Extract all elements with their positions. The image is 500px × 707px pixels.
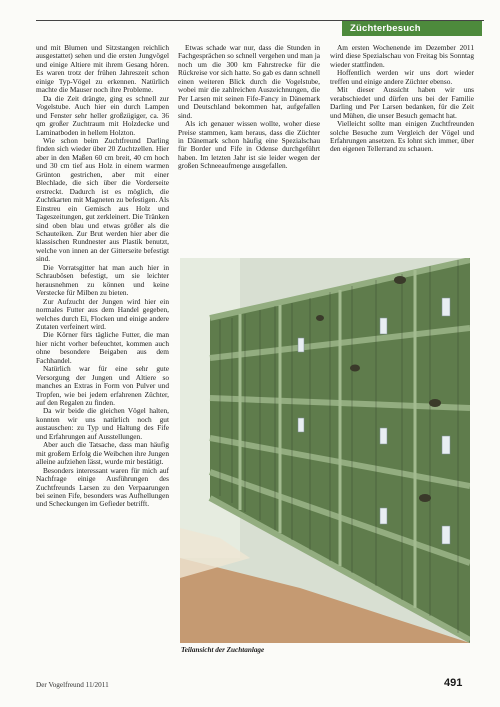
paragraph: und mit Blumen und Sitzstangen reichlich ausgestattet) sehen und die ersten Jungvögel und einige Altiere mit ihrem Gesang hören. Es waren trotz der frühen Jahreszeit schon einige Typ-Vögel zu erkennen. Natürlich machte die Mauser noch ihre Probleme. [36,44,169,95]
text-column-1 [36,44,169,652]
page-number: 491 [444,677,463,689]
paragraph: Etwas schade war nur, dass die Stunden in Fachgesprächen so schnell vergehen und man ja noch um die 300 km Fahrstrecke für die Rückreise vor sich hatte. So gab es dann schnell einen weiteren Blick durch die Vogelstube, wobei mir die zahlreichen Auszeichnungen, die Per Larsen mit seinen Fife-Fancy in Dänemark und Deutschland bekommen hat, aufgefallen sind. [178,44,320,120]
paragraph: Besonders interessant waren für mich auf Nachfrage einige Ausführungen des Zuchtfreunds Larsen zu den Verpaarungen bei seinen Fife, besonders was Aufhellungen und Scheckungen im Gefieder betrifft. [36,465,169,509]
paragraph: Die Vorratsgitter hat man auch hier in Schraubösen befestigt, um sie leichter herausnehmen zu können und keine Verstecke für Milben zu bieten. [36,262,169,298]
paragraph: Mit dieser Aussicht haben wir uns verabschiedet und dürfen uns bei der Familie Darling und Per Larsen bedanken, für die Zeit und Mühen, die unser Besuch gemacht hat. [330,85,474,120]
photo-illustration [180,258,470,643]
magazine-footer: Der Vogelfreund 11/2011 [36,681,109,689]
paragraph: Da wir beide die gleichen Vögel halten, konnten wir uns natürlich noch gut austauschen: zu Typ und Haltung des Fife und Erfahrungen auf Ausstellungen. [36,406,169,441]
photo-caption: Teilansicht der Zuchtanlage [181,646,265,654]
paragraph: Als ich genauer wissen wollte, woher diese Preise stammen, kam heraus, dass die Züchter in Dänemark schon häufig eine Spezialschau für Border und Fife in Odense durchgeführt haben. Im letzten Jahr ist sie leider wegen der großen Schneeaufmenge ausgefallen. [178,119,320,171]
paragraph: Aber auch die Tatsache, dass man häufig mit großem Erfolg die Weibchen ihre Jungen alleine aufziehen lässt, wurde mir bestätigt. [36,440,169,467]
paragraph: Da die Zeit drängte, ging es schnell zur Vogelstube. Auch hier ein durch Lampen und Fenster sehr heller großzügiger, ca. 36 qm großer Zuchtraum mit Holzdecke und Laminatboden in hellem Holzton. [36,93,169,137]
section-header: Züchterbesuch [342,21,482,36]
breeding-room-photo [180,258,470,643]
paragraph: Am ersten Wochenende im Dezember 2011 wird diese Spezialschau von Freitag bis Sonntag wieder stattfinden. [330,44,474,69]
paragraph: Zur Aufzucht der Jungen wird hier ein normales Futter aus dem Handel gegeben, welches durch Ei, Flocken und einige andere Zutaten verfeinert wird. [36,296,169,331]
paragraph: Wie schon beim Zuchtfreund Darling finden sich wieder über 20 Zuchtzellen. Hier aber in den Maßen 60 cm breit, 40 cm hoch und 30 cm tief aus Holz in einem warmen Grünton gestrichen, aber mit einer Blechlade, die sich über die Vorderseite erstreckt. Dadurch ist es möglich, die Zuchtkarten mit Magneten zu befestigen. Als Einstreu ein Gemisch aus Holz und Tageszeitungen, gut zerkleinert. Die Tränken sind oben blau und etwas größer als die Schauteiken. Zur Brut werden hier aber die klassischen Rundnester aus Plastik benutzt, welche von innen an der Gitterseite befestigt sind. [36,135,169,264]
text-column-2 [178,44,320,252]
paragraph: Vielleicht sollte man einigen Zuchtfreunden solche Besuche zum Vergleich der Vögel und Erfahrungen ansetzen. Es lohnt sich immer, über den eigenen Tellerrand zu schauen. [330,119,474,154]
paragraph: Natürlich war für eine sehr gute Versorgung der Jungen und Altiere so manches an Extras in Form von Pulver und Tropfen, wie bei jedem erfahrenen Züchter, auf den Regalen zu finden. [36,364,169,408]
paragraph: Hoffentlich werden wir uns dort wieder treffen und einige andere Züchter ebenso. [330,68,474,86]
text-column-3 [330,44,474,252]
paragraph: Die Körner fürs tägliche Futter, die man hier nicht vorher befeuchtet, kommen auch ohne besondere Beigaben aus dem Fachhandel. [36,330,169,365]
